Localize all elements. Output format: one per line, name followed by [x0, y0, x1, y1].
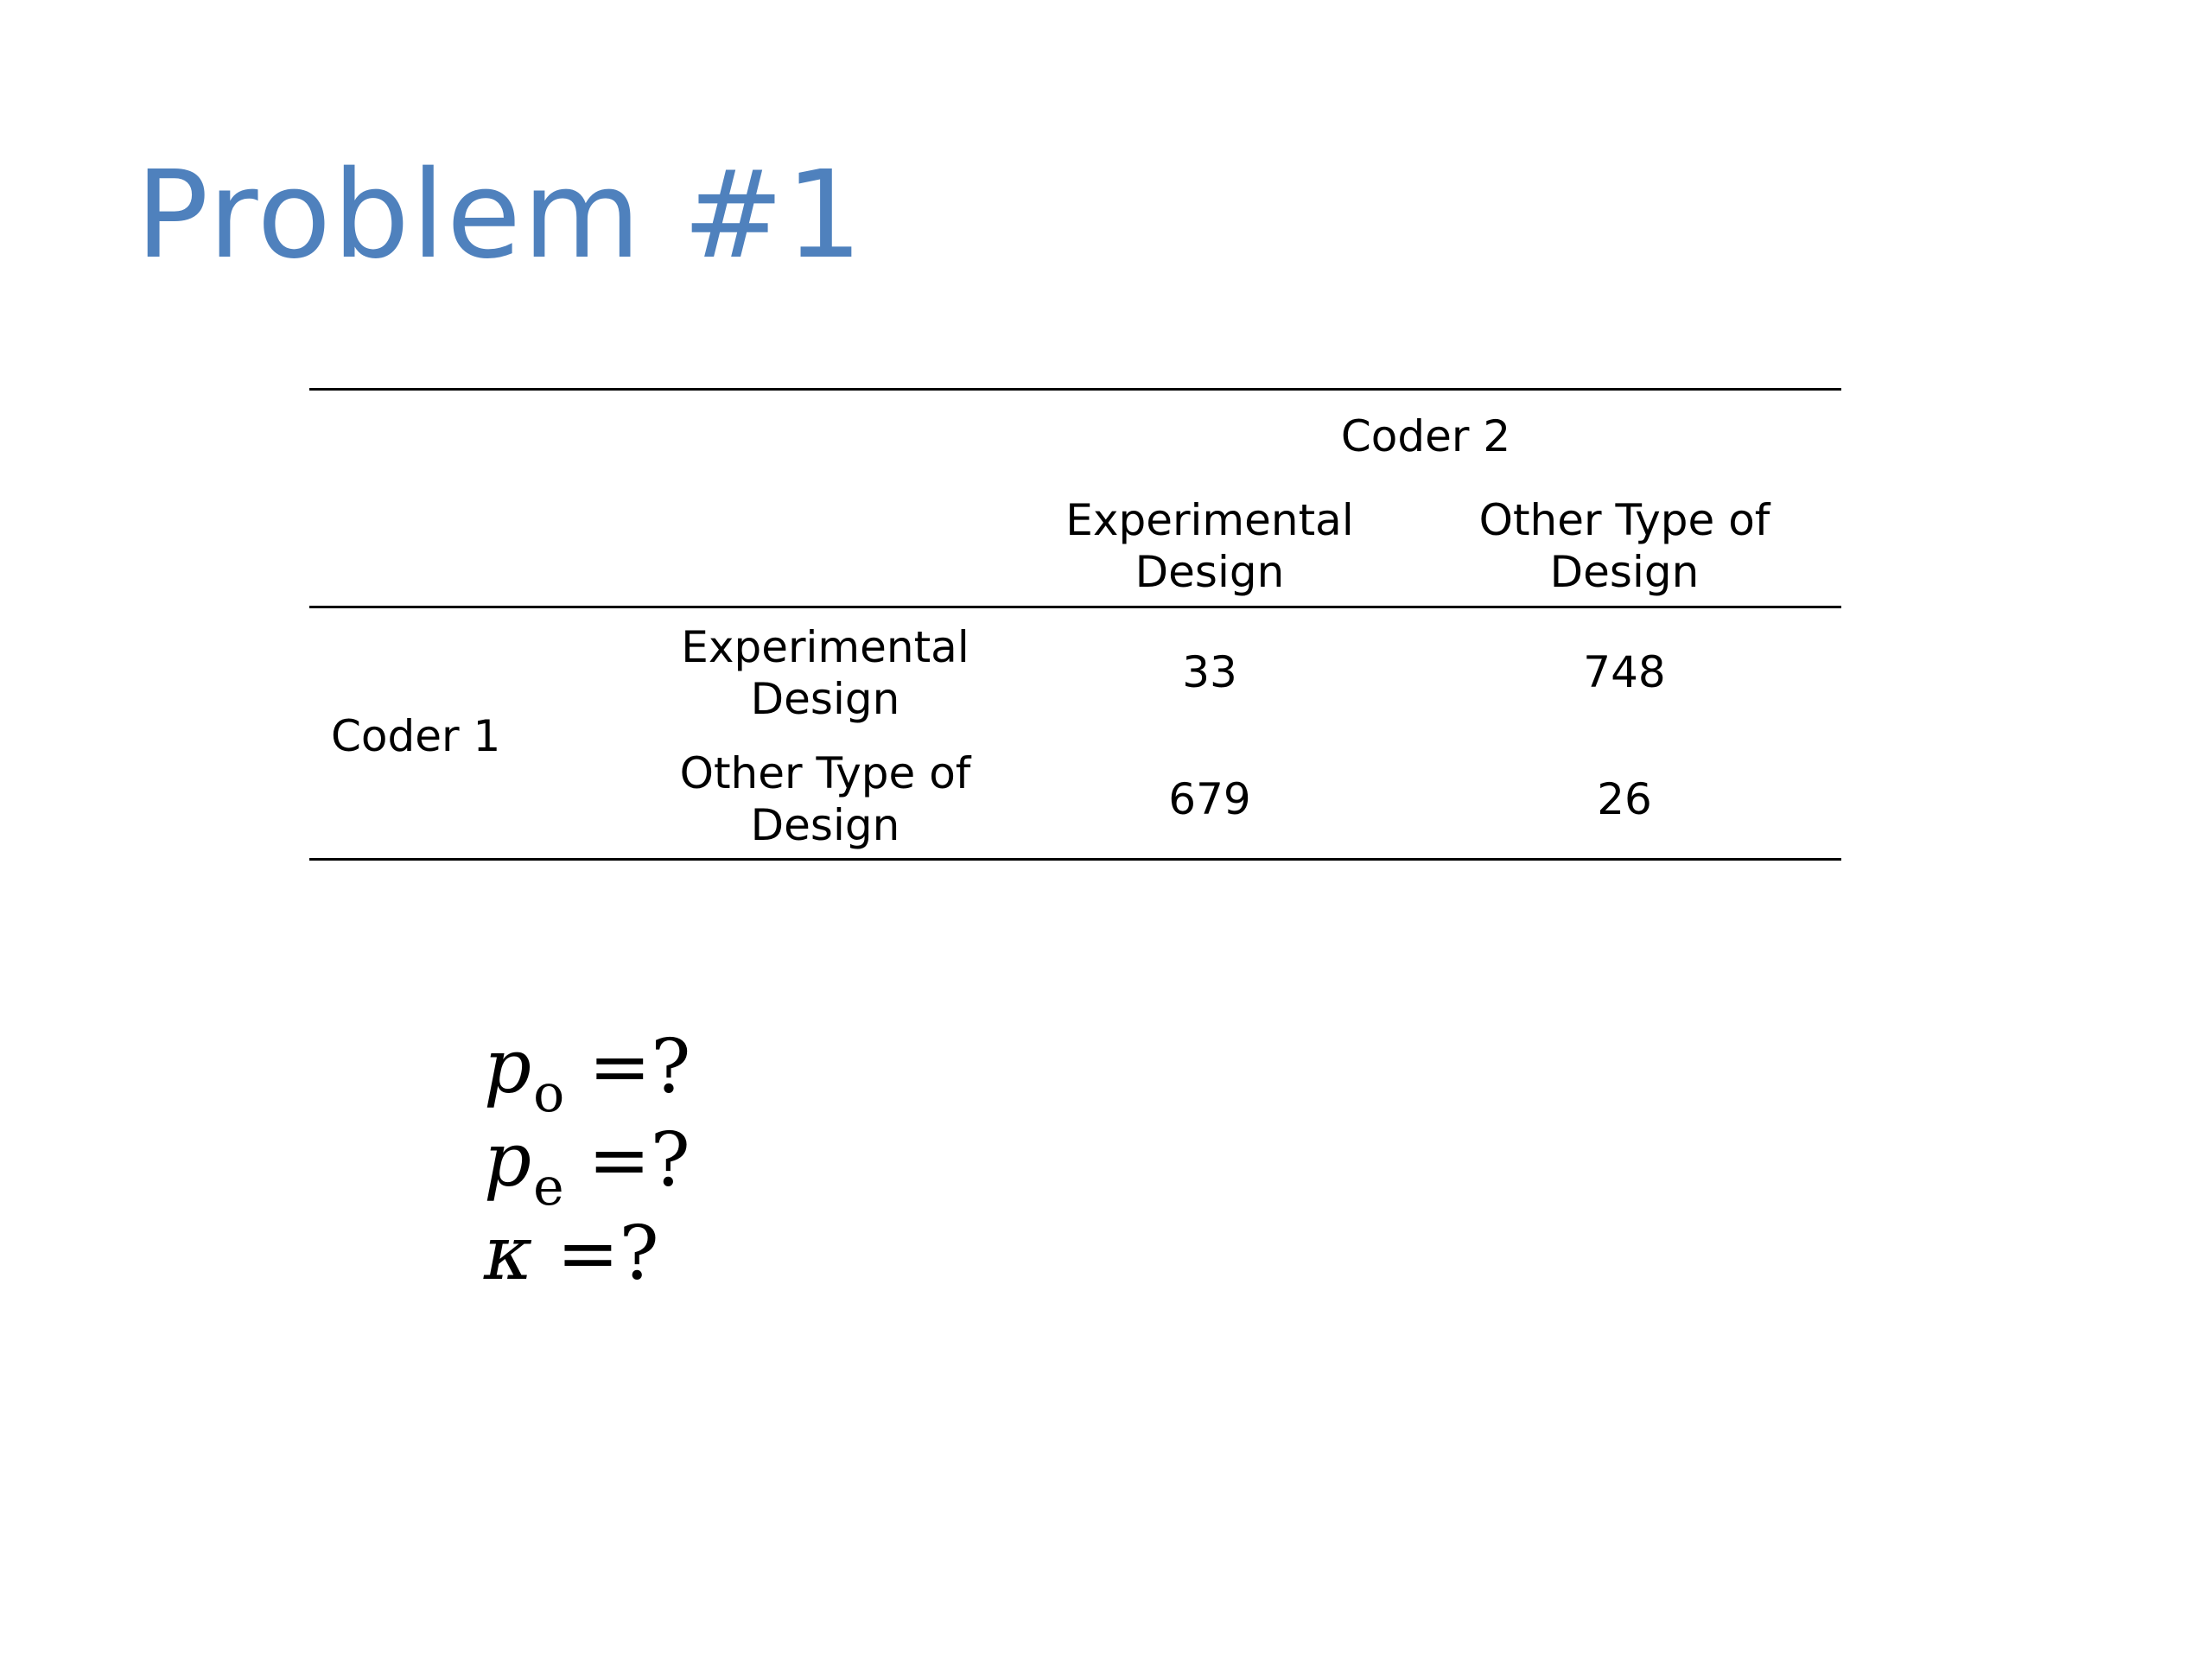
column-header-line: Design: [1549, 547, 1700, 597]
equation-kappa: [484, 1211, 659, 1297]
row-header-other: [639, 747, 1011, 851]
row-header-line: Design: [750, 800, 900, 850]
table-cell: 679: [1168, 774, 1251, 824]
equation-symbol: p: [484, 1024, 532, 1110]
table-header-rule: [309, 606, 1841, 608]
row-header-line: Experimental: [681, 622, 969, 672]
slide-title: Problem #1: [136, 145, 865, 286]
equation-symbol: p: [484, 1117, 532, 1204]
equation-observed-agreement: [484, 1024, 691, 1124]
equation-rhs: =?: [588, 1024, 691, 1110]
column-header-line: Other Type of: [1478, 495, 1770, 545]
equation-subscript: e: [533, 1157, 564, 1217]
row-header-line: Other Type of: [679, 748, 971, 798]
equation-subscript: o: [533, 1064, 565, 1124]
row-group-label: Coder 1: [331, 711, 501, 761]
table-top-rule: [309, 388, 1841, 391]
equation-expected-agreement: [484, 1117, 690, 1217]
table-bottom-rule: [309, 858, 1841, 861]
equation-rhs: =?: [588, 1117, 690, 1204]
column-header-line: Experimental: [1065, 495, 1354, 545]
table-cell: 26: [1597, 774, 1652, 824]
column-header-other: [1408, 494, 1840, 598]
table-cell: 748: [1583, 647, 1666, 697]
column-header-line: Design: [1135, 547, 1285, 597]
column-group-label: Coder 2: [1340, 411, 1511, 461]
table-cell: 33: [1182, 647, 1237, 697]
column-header-experimental: [1037, 494, 1382, 598]
row-header-experimental: [639, 621, 1011, 725]
equation-symbol: κ: [484, 1211, 533, 1297]
equation-rhs: =?: [556, 1211, 659, 1297]
row-header-line: Design: [750, 674, 900, 724]
